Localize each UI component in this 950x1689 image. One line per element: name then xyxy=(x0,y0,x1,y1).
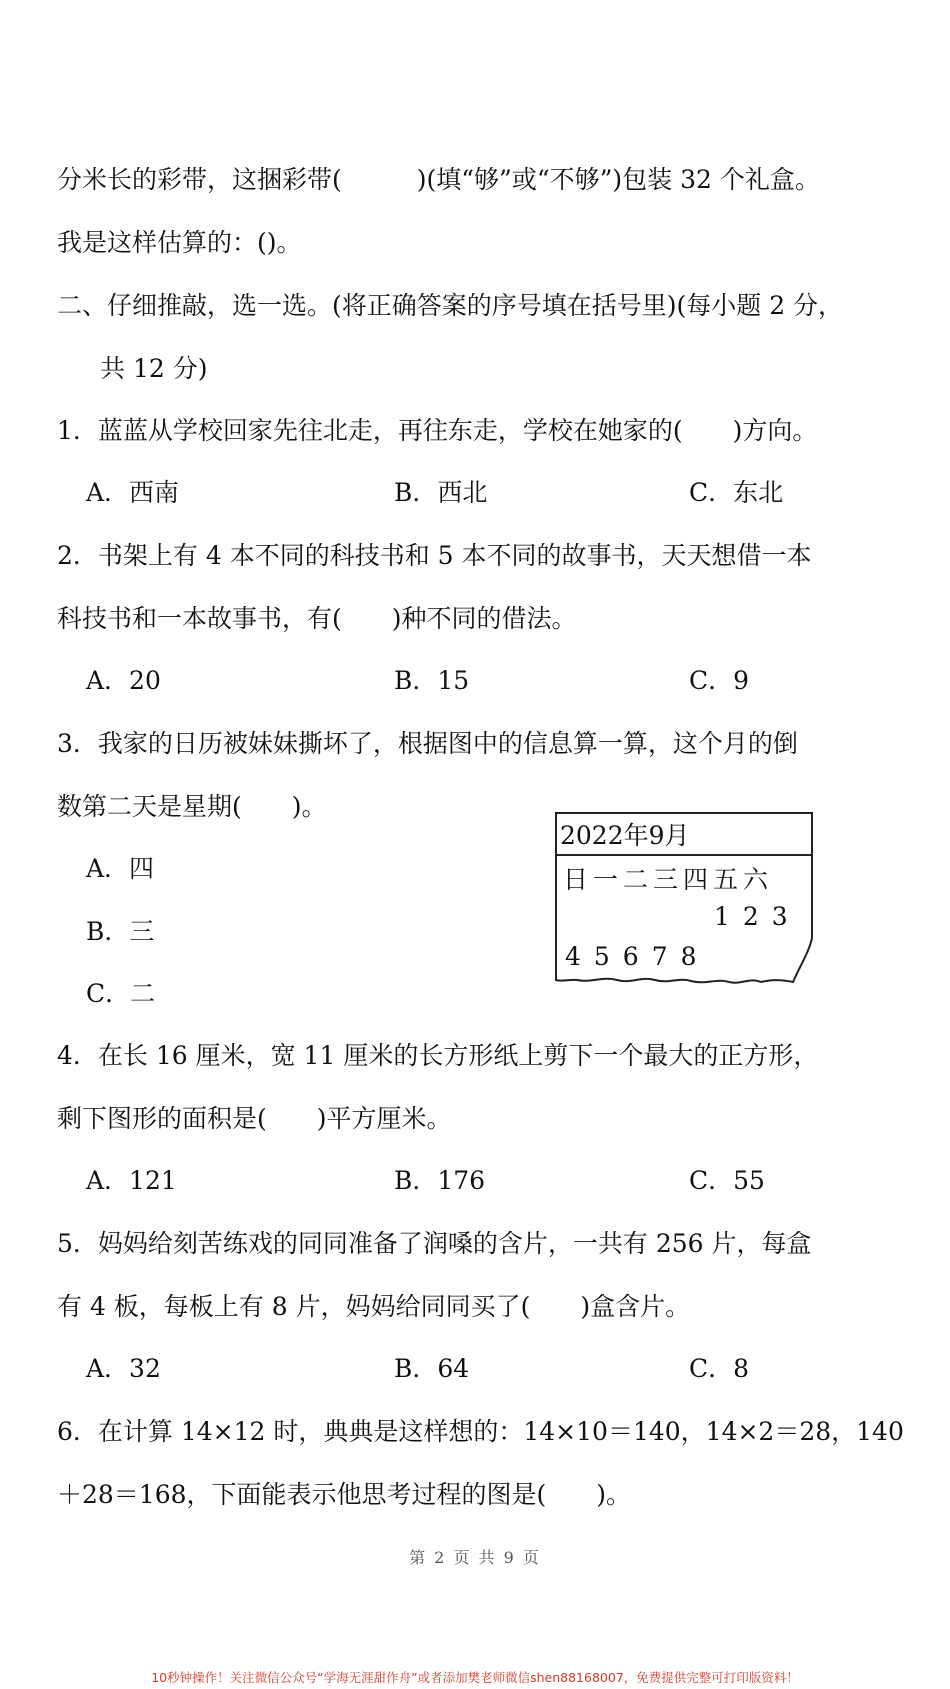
question-6-cont: ＋28＝168，下面能表示他思考过程的图是( )。 xyxy=(57,1480,632,1509)
calendar-row: 123 xyxy=(714,902,801,931)
question-2-cont: 科技书和一本故事书，有( )种不同的借法。 xyxy=(57,604,577,633)
option-b: B．15 xyxy=(394,666,470,695)
torn-calendar-figure xyxy=(555,812,813,984)
question-2: 2．书架上有 4 本不同的科技书和 5 本不同的故事书，天天想借一本 xyxy=(57,541,812,570)
question-1: 1．蓝蓝从学校回家先往北走，再往东走，学校在她家的( )方向。 xyxy=(57,416,818,445)
question-5: 5．妈妈给刻苦练戏的同同准备了润嗓的含片，一共有 256 片，每盒 xyxy=(57,1229,812,1258)
question-6: 6．在计算 14×12 时，典典是这样想的：14×10＝140，14×2＝28，140 xyxy=(57,1417,904,1446)
option-a: A．四 xyxy=(86,854,155,883)
option-b: B．三 xyxy=(86,917,155,946)
calendar-weekdays: 日一二三四五六 xyxy=(563,865,774,894)
section-heading-cont: 共 12 分) xyxy=(100,354,208,383)
question-4-cont: 剩下图形的面积是( )平方厘米。 xyxy=(57,1104,452,1133)
question-3: 3．我家的日历被妹妹撕坏了，根据图中的信息算一算，这个月的倒 xyxy=(57,729,798,758)
option-c: C．55 xyxy=(689,1166,765,1195)
page-number: 第 2 页 共 9 页 xyxy=(409,1548,541,1567)
option-b: B．64 xyxy=(394,1354,470,1383)
question-3-cont: 数第二天是星期( )。 xyxy=(57,792,327,821)
option-a: A．32 xyxy=(86,1354,161,1383)
option-a: A．20 xyxy=(86,666,161,695)
section-heading: 二、仔细推敲，选一选。(将正确答案的序号填在括号里)(每小题 2 分， xyxy=(57,291,844,320)
option-b: B．176 xyxy=(394,1166,486,1195)
option-c: C．9 xyxy=(689,666,750,695)
watermark-banner: 10秒钟操作！关注微信公众号“学海无涯甜作舟”或者添加樊老师微信shen88168007，免费提供完整可打印版资料！ xyxy=(151,1670,799,1685)
question-5-cont: 有 4 板，每板上有 8 片，妈妈给同同买了( )盒含片。 xyxy=(57,1292,691,1321)
calendar-title: 2022年9月 xyxy=(560,821,690,850)
text-line: 我是这样估算的：()。 xyxy=(57,228,302,257)
text-line: 分米长的彩带，这捆彩带( )(填“够”或“不够”)包装 32 个礼盒。 xyxy=(57,165,820,194)
option-c: C．东北 xyxy=(689,478,784,507)
option-a: A．121 xyxy=(86,1166,177,1195)
option-c: C．二 xyxy=(86,979,156,1008)
option-c: C．8 xyxy=(689,1354,750,1383)
calendar-row: 45678 xyxy=(565,942,710,971)
option-a: A．西南 xyxy=(86,478,180,507)
option-b: B．西北 xyxy=(394,478,488,507)
question-4: 4．在长 16 厘米，宽 11 厘米的长方形纸上剪下一个最大的正方形， xyxy=(57,1041,819,1070)
